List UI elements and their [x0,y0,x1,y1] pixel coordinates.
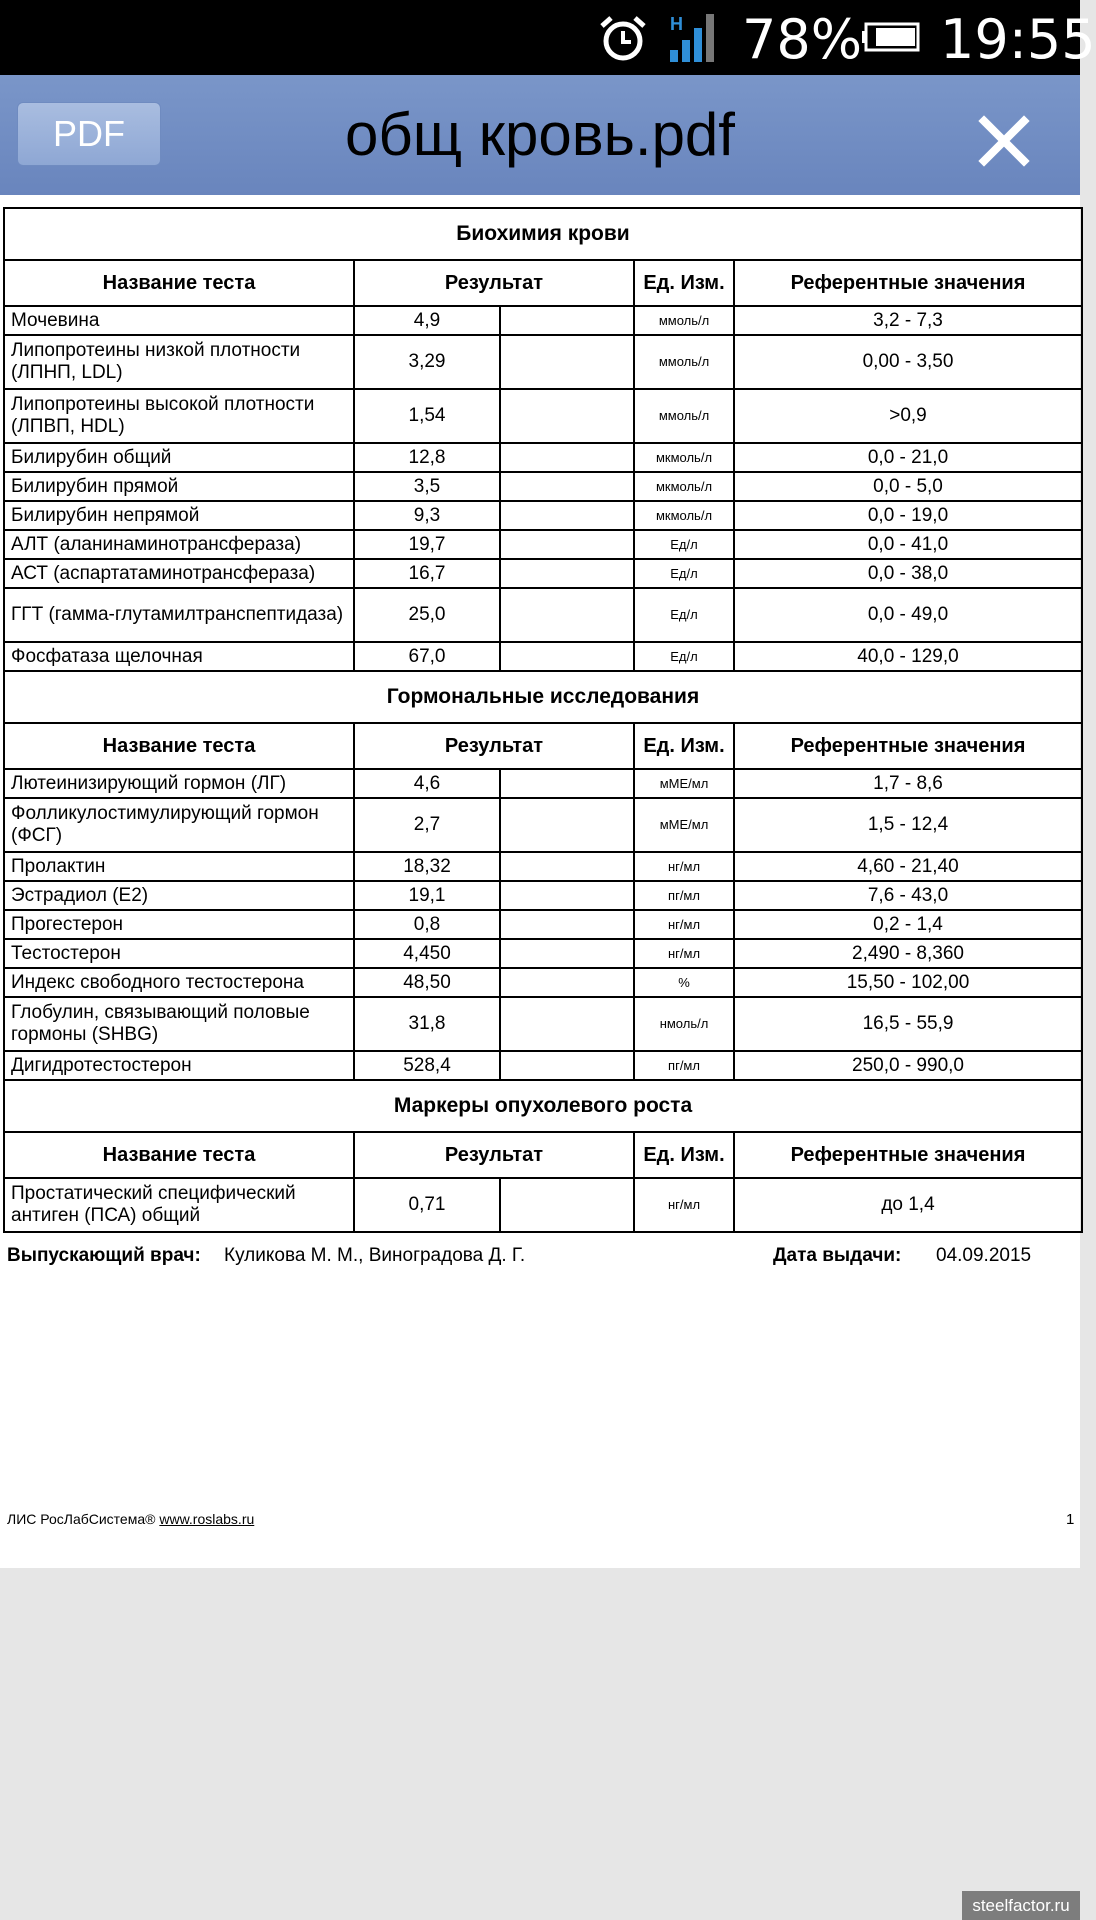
unit: % [634,968,734,997]
test-name: Липопротеины низкой плотности (ЛПНП, LDL) [4,335,354,389]
test-name: ГГТ (гамма-глутамилтранспептидаза) [4,588,354,642]
issue-date-label: Дата выдачи: [773,1245,902,1266]
reference-range: 0,0 - 21,0 [734,443,1082,472]
lis-text: ЛИС РосЛабСистема® [7,1511,160,1527]
table-row [4,852,1082,881]
unit: мкмоль/л [634,443,734,472]
reference-range: 250,0 - 990,0 [734,1051,1082,1080]
section-title-row [4,208,1082,260]
status-bar [0,0,1096,75]
reference-range: 0,0 - 49,0 [734,588,1082,642]
result-extra [500,1178,634,1232]
unit: мкмоль/л [634,472,734,501]
unit: нг/мл [634,852,734,881]
test-name: АЛТ (аланинаминотрансфераза) [4,530,354,559]
doctor-value: Куликова М. М., Виноградова Д. Г. [224,1245,526,1266]
column-header: Референтные значения [734,1132,1082,1178]
section-title-row [4,671,1082,723]
battery-percent: 78% [742,8,863,71]
result-value: 48,50 [354,968,500,997]
column-header: Референтные значения [734,723,1082,769]
result-value: 25,0 [354,588,500,642]
test-name: Дигидротестостерон [4,1051,354,1080]
column-header-row [4,1132,1082,1178]
unit: мкмоль/л [634,501,734,530]
result-extra [500,472,634,501]
column-header: Ед. Изм. [634,723,734,769]
result-value: 67,0 [354,642,500,671]
table-row [4,472,1082,501]
table-row [4,1178,1082,1232]
page-number: 1 [1066,1511,1075,1528]
reference-range: 1,7 - 8,6 [734,769,1082,798]
table-row [4,389,1082,443]
result-extra [500,642,634,671]
lis-link[interactable]: www.roslabs.ru [159,1511,255,1527]
issue-date-value: 04.09.2015 [936,1245,1032,1266]
reference-range: 15,50 - 102,00 [734,968,1082,997]
test-name: Липопротеины высокой плотности (ЛПВП, HDL) [4,389,354,443]
unit: ммоль/л [634,306,734,335]
column-header: Ед. Изм. [634,1132,734,1178]
unit: мМЕ/мл [634,769,734,798]
signal-icon [668,12,722,62]
section-title: Биохимия крови [4,208,1082,260]
column-header: Название теста [4,723,354,769]
document-title: общ кровь.pdf [345,101,735,168]
result-extra [500,1051,634,1080]
test-name: АСТ (аспартатаминотрансфераза) [4,559,354,588]
result-extra [500,306,634,335]
result-value: 0,71 [354,1178,500,1232]
result-value: 2,7 [354,798,500,852]
reference-range: до 1,4 [734,1178,1082,1232]
alarm-icon [598,14,648,64]
table-row [4,588,1082,642]
lis-credit [7,1511,254,1527]
table-row [4,530,1082,559]
title-bar [0,75,1080,195]
result-value: 4,6 [354,769,500,798]
table-row [4,443,1082,472]
result-extra [500,798,634,852]
result-value: 31,8 [354,997,500,1051]
unit: пг/мл [634,881,734,910]
unit: мМЕ/мл [634,798,734,852]
result-extra [500,852,634,881]
column-header: Название теста [4,260,354,306]
table-row [4,798,1082,852]
results-table [3,207,1083,1233]
column-header: Результат [354,260,634,306]
table-row [4,881,1082,910]
reference-range: >0,9 [734,389,1082,443]
result-value: 1,54 [354,389,500,443]
result-extra [500,588,634,642]
reference-range: 4,60 - 21,40 [734,852,1082,881]
result-extra [500,501,634,530]
test-name: Простатический специфический антиген (ПСА) общий [4,1178,354,1232]
result-value: 19,1 [354,881,500,910]
test-name: Пролактин [4,852,354,881]
reference-range: 3,2 - 7,3 [734,306,1082,335]
column-header: Референтные значения [734,260,1082,306]
result-value: 3,5 [354,472,500,501]
unit: Ед/л [634,588,734,642]
reference-range: 0,0 - 41,0 [734,530,1082,559]
test-name: Индекс свободного тестостерона [4,968,354,997]
result-value: 9,3 [354,501,500,530]
table-row [4,335,1082,389]
unit: ммоль/л [634,335,734,389]
pdf-page[interactable] [0,195,1080,1568]
test-name: Билирубин общий [4,443,354,472]
test-name: Эстрадиол (Е2) [4,881,354,910]
result-value: 4,9 [354,306,500,335]
reference-range: 0,0 - 38,0 [734,559,1082,588]
result-value: 12,8 [354,443,500,472]
unit: нмоль/л [634,997,734,1051]
test-name: Мочевина [4,306,354,335]
result-extra [500,968,634,997]
column-header: Название теста [4,1132,354,1178]
table-row [4,501,1082,530]
unit: нг/мл [634,910,734,939]
reference-range: 0,00 - 3,50 [734,335,1082,389]
result-extra [500,530,634,559]
result-extra [500,881,634,910]
unit: Ед/л [634,559,734,588]
battery-icon [862,22,920,52]
test-name: Билирубин непрямой [4,501,354,530]
section-title: Маркеры опухолевого роста [4,1080,1082,1132]
result-extra [500,939,634,968]
svg-text:H: H [670,14,683,34]
reference-range: 40,0 - 129,0 [734,642,1082,671]
table-row [4,910,1082,939]
test-name: Тестостерон [4,939,354,968]
unit: пг/мл [634,1051,734,1080]
unit: нг/мл [634,939,734,968]
section-title: Гормональные исследования [4,671,1082,723]
table-row [4,559,1082,588]
table-row [4,939,1082,968]
result-value: 3,29 [354,335,500,389]
reference-range: 0,0 - 5,0 [734,472,1082,501]
result-extra [500,769,634,798]
result-value: 19,7 [354,530,500,559]
table-row [4,769,1082,798]
test-name: Билирубин прямой [4,472,354,501]
result-extra [500,997,634,1051]
reference-range: 0,2 - 1,4 [734,910,1082,939]
document-footer [7,1245,1077,1275]
unit: Ед/л [634,642,734,671]
column-header-row [4,260,1082,306]
test-name: Лютеинизирующий гормон (ЛГ) [4,769,354,798]
result-value: 16,7 [354,559,500,588]
doctor-label: Выпускающий врач: [7,1245,201,1266]
result-extra [500,910,634,939]
clock: 19:55 [940,8,1096,71]
section-title-row [4,1080,1082,1132]
test-name: Прогестерон [4,910,354,939]
column-header: Результат [354,1132,634,1178]
table-row [4,968,1082,997]
reference-range: 2,490 - 8,360 [734,939,1082,968]
reference-range: 0,0 - 19,0 [734,501,1082,530]
result-extra [500,335,634,389]
reference-range: 1,5 - 12,4 [734,798,1082,852]
column-header: Ед. Изм. [634,260,734,306]
test-name: Глобулин, связывающий половые гормоны (SHBG) [4,997,354,1051]
watermark: steelfactor.ru [962,1891,1080,1920]
result-extra [500,559,634,588]
unit: нг/мл [634,1178,734,1232]
reference-range: 16,5 - 55,9 [734,997,1082,1051]
pdf-button[interactable]: PDF [17,102,161,166]
close-icon[interactable] [978,115,1030,167]
unit: Ед/л [634,530,734,559]
result-extra [500,389,634,443]
table-row [4,1051,1082,1080]
result-extra [500,443,634,472]
result-value: 18,32 [354,852,500,881]
result-value: 528,4 [354,1051,500,1080]
result-value: 4,450 [354,939,500,968]
table-row [4,306,1082,335]
reference-range: 7,6 - 43,0 [734,881,1082,910]
test-name: Фосфатаза щелочная [4,642,354,671]
unit: ммоль/л [634,389,734,443]
test-name: Фолликулостимулирующий гормон (ФСГ) [4,798,354,852]
result-value: 0,8 [354,910,500,939]
table-row [4,642,1082,671]
column-header-row [4,723,1082,769]
column-header: Результат [354,723,634,769]
table-row [4,997,1082,1051]
